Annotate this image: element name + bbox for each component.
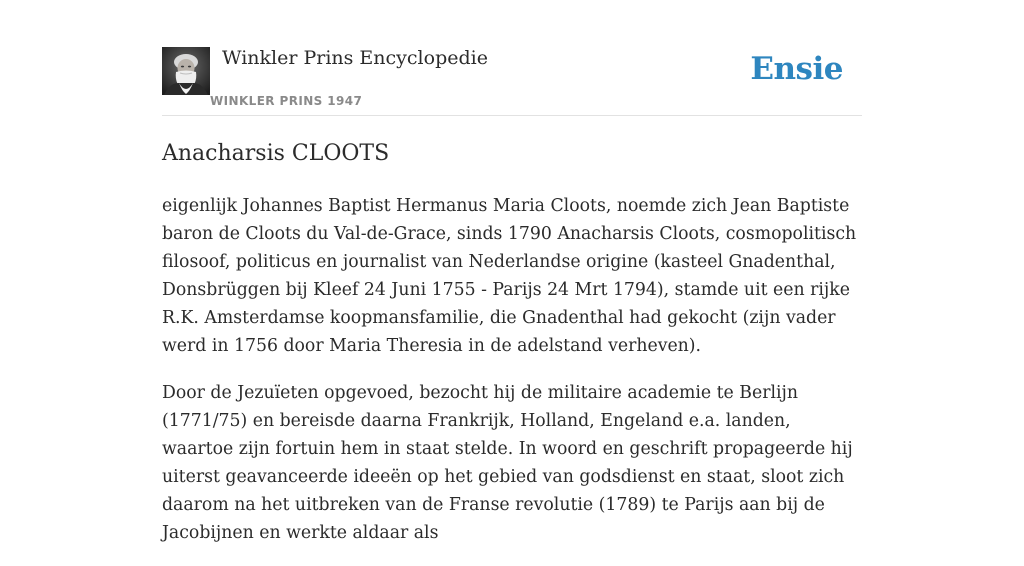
source-subtitle: WINKLER PRINS 1947 [210,94,363,108]
article-title: Anacharsis CLOOTS [162,141,390,166]
article-paragraph: Door de Jezuïeten opgevoed, bezocht hij de militaire academie te Berlijn (1771/75) en bereisde daarna Frankrijk, Holland, Engeland e.a. landen, waartoe zijn fortuin hem in staat stelde. In woord en geschrift propageerde hij uiterst geavanceerde ideeën op het gebied van godsdienst en staat, sloot zich daarom na het uitbreken van de Franse revolutie (1789) te Parijs aan bij de Jacobijnen en werkte aldaar als [162,383,853,543]
article-body [162,192,862,566]
source-header [162,0,862,116]
source-avatar[interactable] [162,47,210,95]
article-paragraph: eigenlijk Johannes Baptist Hermanus Maria Cloots, noemde zich Jean Baptiste baron de Cloots du Val-de-Grace, sinds 1790 Anacharsis Cloots, cosmopolitisch filosoof, politicus en journalist van Nederlandse origine (kasteel Gnadenthal, Donsbrüggen bij Kleef 24 Juni 1755 - Parijs 24 Mrt 1794), stamde uit een rijke R.K. Amsterdamse koopmansfamilie, die Gnadenthal had gekocht (zijn vader werd in 1756 door Maria Theresia in de adelstand verheven). [162,196,857,356]
source-title[interactable]: Winkler Prins Encyclopedie [222,47,488,69]
content-column [162,0,862,543]
portrait-photo-icon [162,47,210,95]
brand-logo[interactable]: Ensie [750,51,843,87]
